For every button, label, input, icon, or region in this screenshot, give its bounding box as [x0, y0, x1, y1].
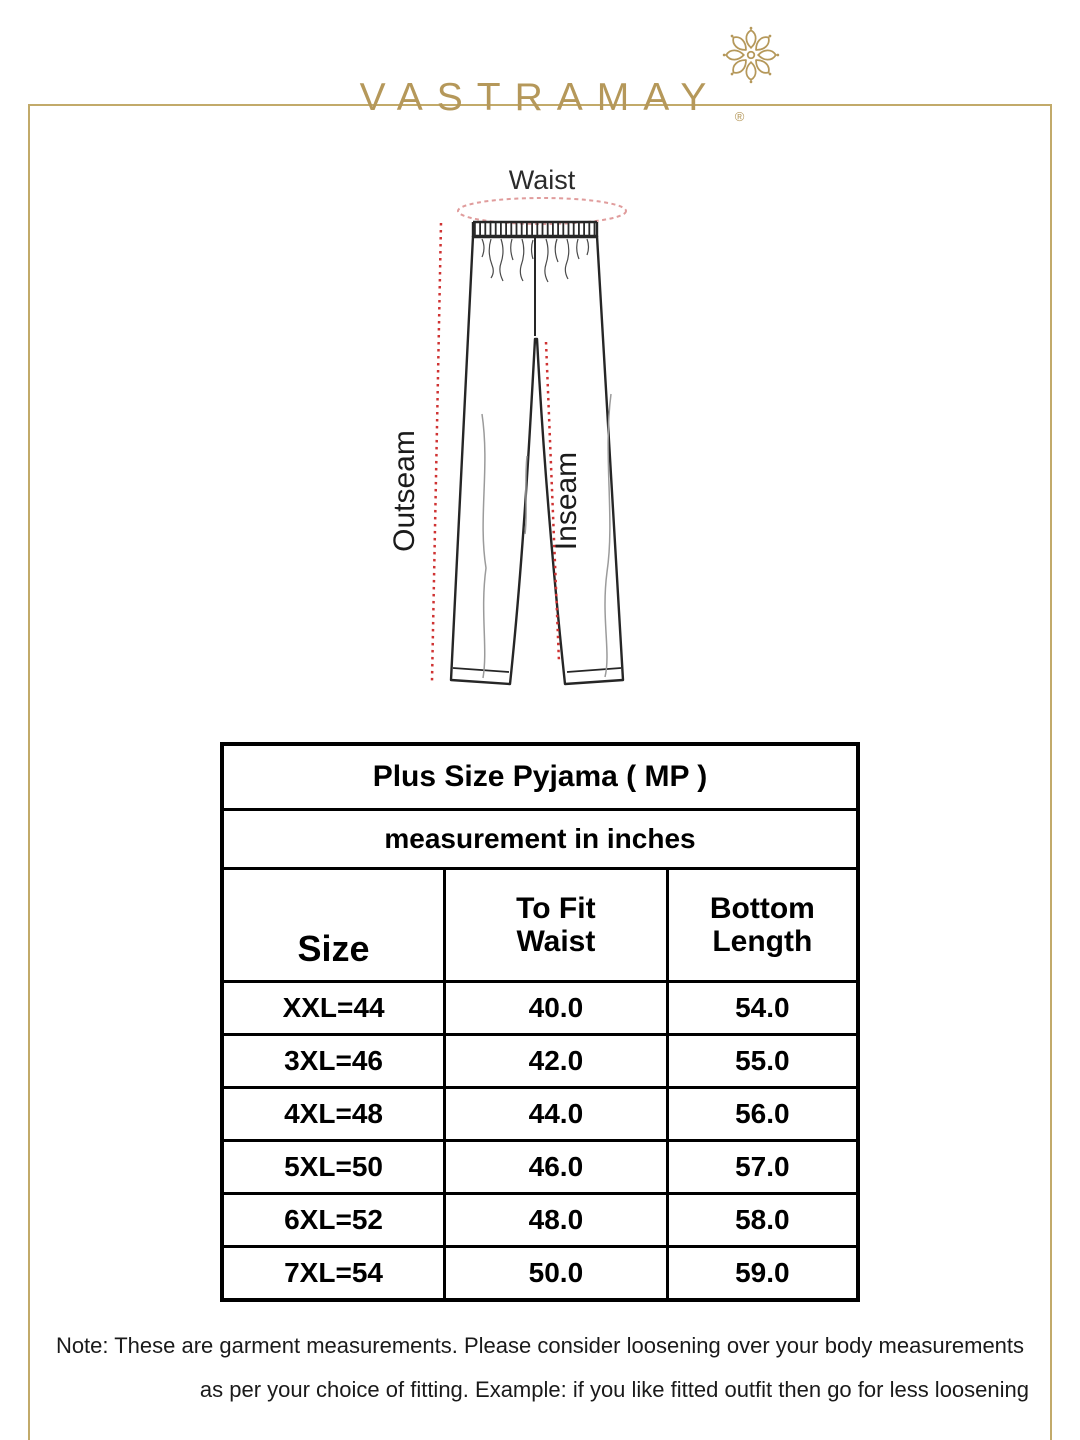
- measurement-note: [47, 1324, 1033, 1412]
- table-row: [222, 982, 858, 1035]
- waist-cell: 42.0: [445, 1035, 668, 1088]
- size-cell: 3XL=46: [222, 1035, 445, 1088]
- waist-ellipse: [458, 198, 626, 224]
- brand-logo: [359, 76, 745, 124]
- table-row: [222, 1088, 858, 1141]
- note-line-1: Note: These are garment measurements. Please consider loosening over your body measurements: [55, 1333, 1025, 1358]
- size-chart-section: [0, 742, 1080, 1302]
- table-row: [222, 1247, 858, 1301]
- column-header-bottom-length: [667, 869, 858, 982]
- pyjama-measurement-diagram: [0, 156, 1080, 716]
- length-cell: 57.0: [667, 1141, 858, 1194]
- size-cell: 4XL=48: [222, 1088, 445, 1141]
- table-header-row: [222, 869, 858, 982]
- length-cell: 55.0: [667, 1035, 858, 1088]
- outseam-label: Outseam: [388, 430, 421, 552]
- table-subtitle-row: [222, 810, 858, 869]
- waist-cell: 46.0: [445, 1141, 668, 1194]
- waist-label: Waist: [508, 165, 576, 195]
- header-line: Length: [712, 925, 813, 958]
- waist-cell: 50.0: [445, 1247, 668, 1301]
- header-line: To Fit: [516, 892, 596, 925]
- length-cell: 58.0: [667, 1194, 858, 1247]
- size-chart-page: [0, 76, 1080, 1440]
- size-cell: XXL=44: [222, 982, 445, 1035]
- table-title-row: [222, 744, 858, 810]
- pyjama-diagram-svg: [370, 156, 710, 716]
- inseam-label: Inseam: [550, 451, 583, 551]
- length-cell: 59.0: [667, 1247, 858, 1301]
- table-row: [222, 1035, 858, 1088]
- header-line: Bottom: [709, 892, 815, 925]
- size-cell: 6XL=52: [222, 1194, 445, 1247]
- size-cell: 5XL=50: [222, 1141, 445, 1194]
- waist-cell: 48.0: [445, 1194, 668, 1247]
- table-row: [222, 1194, 858, 1247]
- registered-trademark-icon: ®: [734, 109, 745, 124]
- column-header-size: Size: [222, 869, 445, 982]
- column-header-to-fit-waist: [445, 869, 668, 982]
- size-cell: 7XL=54: [222, 1247, 445, 1301]
- floral-mandala-icon: [720, 24, 782, 86]
- table-row: [222, 1141, 858, 1194]
- outseam-measure-line: [432, 223, 441, 681]
- length-cell: 56.0: [667, 1088, 858, 1141]
- size-chart-title: Plus Size Pyjama ( MP ): [222, 744, 858, 810]
- pants-outline: [451, 222, 623, 684]
- size-chart-subtitle: measurement in inches: [222, 810, 858, 869]
- header-line: Waist: [516, 925, 596, 958]
- brand-wordmark: VASTRAMAY: [359, 76, 721, 119]
- waist-cell: 44.0: [445, 1088, 668, 1141]
- length-cell: 54.0: [667, 982, 858, 1035]
- size-chart-table: [220, 742, 860, 1302]
- waist-cell: 40.0: [445, 982, 668, 1035]
- note-line-2: as per your choice of fitting. Example: if you like fitted outfit then go for less loosening: [199, 1377, 1029, 1402]
